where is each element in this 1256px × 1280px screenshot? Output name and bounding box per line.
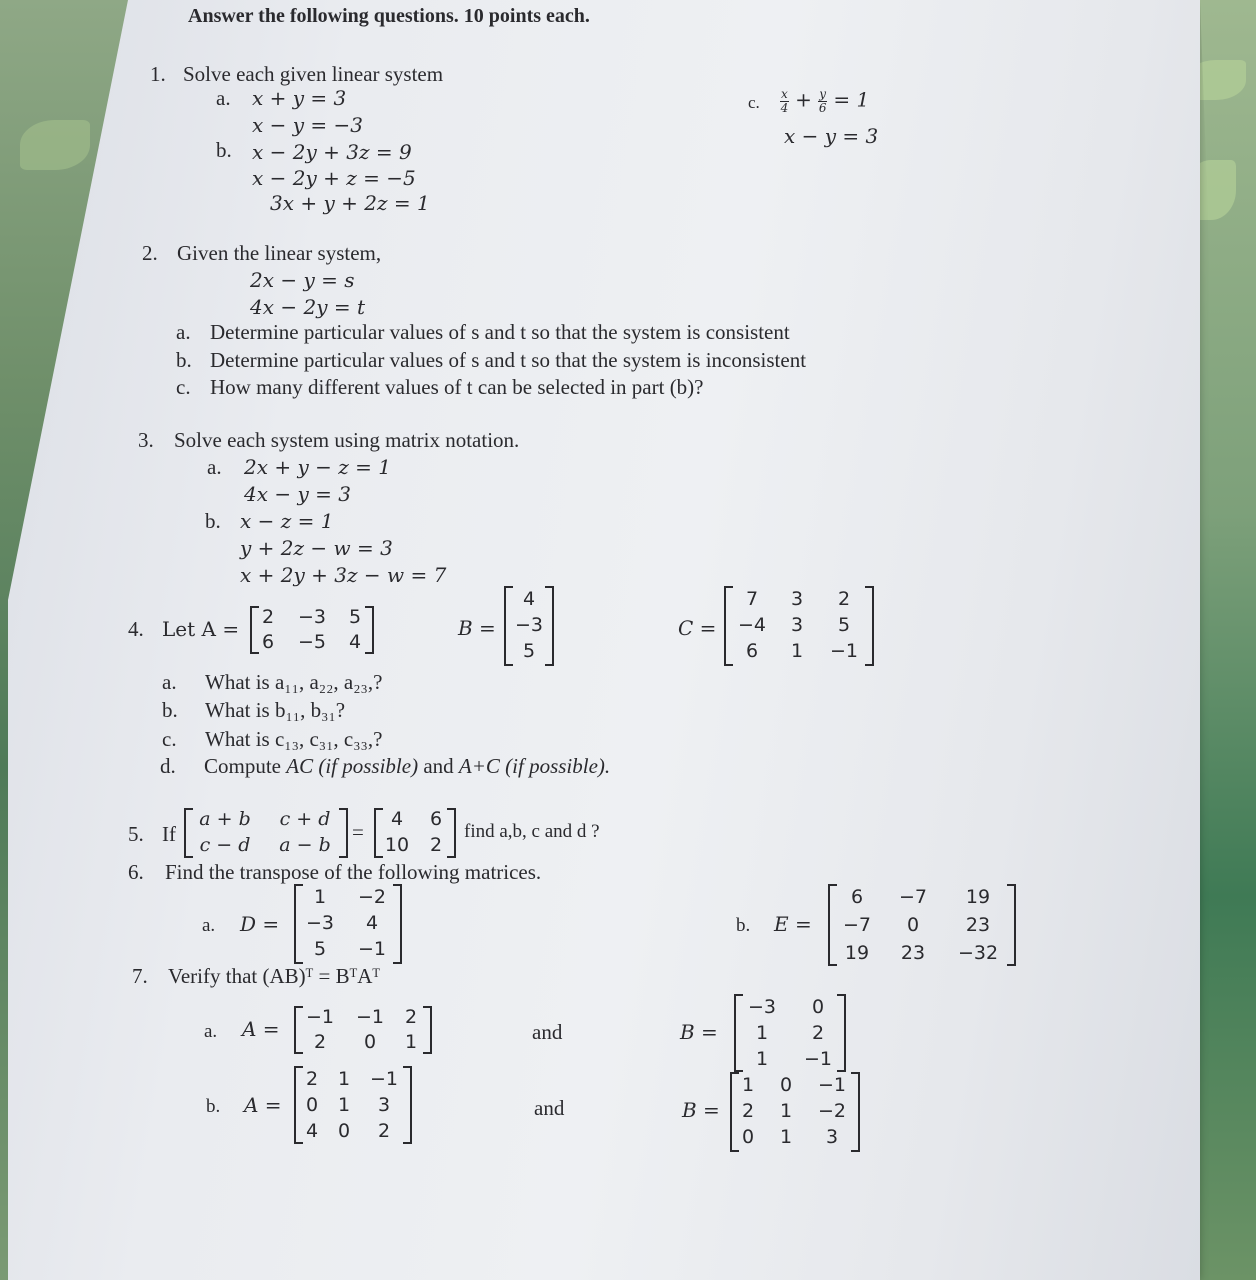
q2a-text: Determine particular values of s and t so that the system is consistent bbox=[210, 320, 790, 344]
q3b-eq3: x + 2y + 3z − w = 7 bbox=[240, 563, 447, 587]
q4d-label: d. bbox=[160, 754, 176, 778]
q3b-eq2: y + 2z − w = 3 bbox=[240, 536, 393, 560]
matrix-cell: 6 bbox=[745, 640, 759, 662]
q1c-x-numerator: x bbox=[781, 87, 788, 101]
matrix-q7b-b bbox=[730, 1072, 860, 1152]
q3b-label: b. bbox=[205, 509, 221, 533]
matrix-cell: 2 bbox=[837, 588, 851, 610]
matrix-cell: 7 bbox=[745, 588, 759, 610]
matrix-cell: 2 bbox=[377, 1120, 391, 1142]
q6-d-label: D = bbox=[240, 912, 280, 936]
matrix-q7b-a bbox=[294, 1066, 412, 1144]
matrix-cell: a + b bbox=[199, 808, 251, 830]
matrix-cell: 4 bbox=[348, 631, 362, 653]
matrix-e bbox=[828, 884, 1016, 966]
leaf-pattern bbox=[20, 120, 90, 170]
matrix-cell: −1 bbox=[355, 1006, 384, 1028]
matrix-cell: 1 bbox=[337, 1094, 351, 1116]
matrix-cell: 2 bbox=[261, 606, 275, 628]
matrix-c bbox=[724, 586, 874, 666]
matrix-cell: 10 bbox=[384, 834, 410, 856]
matrix-cell: −1 bbox=[369, 1068, 398, 1090]
q4d-text bbox=[204, 756, 610, 777]
q1c-x-denominator: 4 bbox=[780, 100, 789, 115]
matrix-cell: 2 bbox=[741, 1100, 755, 1122]
matrix-cell: 4 bbox=[305, 1120, 319, 1142]
q7a-a-label: A = bbox=[242, 1017, 280, 1041]
q7b-and: and bbox=[534, 1096, 565, 1120]
q1b-eq2: x − 2y + z = −5 bbox=[252, 166, 416, 190]
q7b-a-label: A = bbox=[244, 1093, 282, 1117]
matrix-cell: 3 bbox=[825, 1126, 839, 1148]
matrix-cell: −1 bbox=[829, 640, 858, 662]
q5-text: find a,b, c and d ? bbox=[464, 821, 600, 842]
q2-eq1: 2x − y = s bbox=[250, 268, 355, 292]
q2c-label: c. bbox=[176, 375, 191, 399]
q4d-text-and: and bbox=[418, 754, 459, 778]
matrix-cell: 0 bbox=[811, 996, 825, 1018]
matrix-cell: 1 bbox=[790, 640, 804, 662]
matrix-cell: c + d bbox=[279, 808, 331, 830]
q1b-eq1: x − 2y + 3z = 9 bbox=[252, 140, 412, 164]
matrix-bracket bbox=[423, 1006, 432, 1054]
worksheet-header: Answer the following questions. 10 points each. bbox=[188, 5, 590, 27]
q4a-text: What is a₁₁, a₂₂, a₂₃,? bbox=[205, 670, 383, 694]
matrix-bracket bbox=[339, 808, 348, 858]
q6-text: Find the transpose of the following matrices. bbox=[165, 860, 542, 884]
q7a-label: a. bbox=[204, 1021, 218, 1042]
matrix-cell: −2 bbox=[817, 1100, 846, 1122]
matrix-cell: 1 bbox=[755, 1022, 769, 1044]
q7a-and: and bbox=[532, 1020, 563, 1044]
q4c-text: What is c₁₃, c₃₁, c₃₃,? bbox=[205, 727, 383, 751]
matrix-cell: −1 bbox=[817, 1074, 846, 1096]
q2a-label: a. bbox=[176, 320, 191, 344]
matrix-cell: −3 bbox=[297, 606, 326, 628]
q4d-text-apc: A+C (if possible). bbox=[458, 754, 611, 778]
q1c-label: c. bbox=[748, 93, 760, 112]
q1b-label: b. bbox=[216, 138, 232, 162]
q7b-b-label: B = bbox=[682, 1098, 720, 1122]
q3-number: 3. bbox=[138, 428, 154, 452]
matrix-cell: 0 bbox=[741, 1126, 755, 1148]
q5-number: 5. bbox=[128, 822, 144, 846]
matrix-bracket bbox=[1007, 884, 1016, 966]
matrix-cell: 1 bbox=[779, 1126, 793, 1148]
matrix-a bbox=[250, 606, 374, 654]
matrix-cell: −1 bbox=[803, 1048, 832, 1070]
matrix-cell: 6 bbox=[429, 808, 443, 830]
matrix-q5-right bbox=[374, 808, 456, 858]
matrix-cell: 1 bbox=[755, 1048, 769, 1070]
matrix-cell: 2 bbox=[429, 834, 443, 856]
matrix-cell: 0 bbox=[363, 1031, 377, 1053]
q1a-eq1: x + y = 3 bbox=[252, 86, 347, 110]
matrix-cell: −1 bbox=[305, 1006, 334, 1028]
matrix-b bbox=[504, 586, 554, 666]
q5-equals: = bbox=[352, 820, 364, 844]
matrix-cell: −2 bbox=[357, 886, 386, 908]
matrix-cell: 19 bbox=[844, 942, 870, 964]
matrix-cell: −3 bbox=[305, 912, 334, 934]
q7-text: Verify that (AB)ᵀ = BᵀAᵀ bbox=[168, 964, 380, 988]
q3b-eq1: x − z = 1 bbox=[240, 509, 334, 533]
matrix-cell: 5 bbox=[522, 640, 536, 662]
q4d-text-pre: Compute bbox=[204, 754, 287, 778]
matrix-cell: 1 bbox=[404, 1031, 418, 1053]
matrix-d bbox=[294, 884, 402, 964]
matrix-cell: −3 bbox=[514, 614, 543, 636]
q4c-label: c. bbox=[162, 727, 177, 751]
matrix-q5-left bbox=[184, 808, 348, 858]
q7b-label: b. bbox=[206, 1096, 221, 1117]
matrix-cell: 5 bbox=[313, 938, 327, 960]
q4-c-label: C = bbox=[678, 616, 717, 640]
q6-e-label: E = bbox=[774, 912, 812, 936]
matrix-bracket bbox=[403, 1066, 412, 1144]
matrix-cell: 4 bbox=[390, 808, 404, 830]
matrix-cell: 6 bbox=[261, 631, 275, 653]
q3a-label: a. bbox=[207, 455, 222, 479]
matrix-bracket bbox=[865, 586, 874, 666]
matrix-cell: c − d bbox=[199, 834, 251, 856]
q1c-eq2: x − y = 3 bbox=[784, 124, 879, 148]
matrix-bracket bbox=[447, 808, 456, 858]
matrix-cell: 5 bbox=[837, 614, 851, 636]
q2-eq2: 4x − 2y = t bbox=[250, 295, 366, 319]
matrix-cell: 1 bbox=[779, 1100, 793, 1122]
matrix-cell: 1 bbox=[337, 1068, 351, 1090]
q1-text: Solve each given linear system bbox=[183, 62, 444, 86]
q1c-eq1: $\frac{x}{4}$ + $\frac{y}{6}$ = 1 bbox=[780, 87, 870, 115]
q5-if: If bbox=[162, 822, 176, 846]
matrix-cell: 2 bbox=[811, 1022, 825, 1044]
q6a-label: a. bbox=[202, 915, 216, 936]
matrix-bracket bbox=[851, 1072, 860, 1152]
q4-let-label: Let A = bbox=[162, 617, 240, 641]
q2b-label: b. bbox=[176, 348, 192, 372]
matrix-cell: 6 bbox=[850, 886, 864, 908]
matrix-cell: 1 bbox=[741, 1074, 755, 1096]
matrix-bracket bbox=[393, 884, 402, 964]
q2b-text: Determine particular values of s and t so that the system is inconsistent bbox=[210, 348, 807, 372]
matrix-cell: 1 bbox=[313, 886, 327, 908]
matrix-cell: −7 bbox=[842, 914, 871, 936]
q4-number: 4. bbox=[128, 617, 144, 641]
matrix-cell: −7 bbox=[898, 886, 927, 908]
matrix-cell: −4 bbox=[737, 614, 766, 636]
q2c-text: How many different values of t can be selected in part (b)? bbox=[210, 375, 704, 399]
matrix-cell: 5 bbox=[348, 606, 362, 628]
q7-number: 7. bbox=[132, 964, 148, 988]
matrix-cell: 4 bbox=[522, 588, 536, 610]
q3-text: Solve each system using matrix notation. bbox=[174, 428, 520, 452]
matrix-cell: 3 bbox=[377, 1094, 391, 1116]
matrix-cell: −1 bbox=[357, 938, 386, 960]
matrix-cell: 2 bbox=[305, 1068, 319, 1090]
q4b-text: What is b₁₁, b₃₁? bbox=[205, 698, 346, 722]
q3a-eq1: 2x + y − z = 1 bbox=[244, 455, 391, 479]
q4b-label: b. bbox=[162, 698, 178, 722]
matrix-cell: 0 bbox=[779, 1074, 793, 1096]
matrix-bracket bbox=[365, 606, 374, 654]
q1c-rhs: = 1 bbox=[833, 87, 870, 112]
matrix-cell: 3 bbox=[790, 588, 804, 610]
matrix-cell: 3 bbox=[790, 614, 804, 636]
q1c-y-denominator: 6 bbox=[818, 100, 827, 115]
matrix-cell: 23 bbox=[965, 914, 991, 936]
matrix-q7a-a bbox=[294, 1006, 432, 1054]
matrix-cell: 19 bbox=[965, 886, 991, 908]
q1a-eq2: x − y = −3 bbox=[252, 113, 364, 137]
matrix-cell: 0 bbox=[305, 1094, 319, 1116]
matrix-cell: 0 bbox=[337, 1120, 351, 1142]
q1b-eq3: 3x + y + 2z = 1 bbox=[270, 191, 430, 215]
matrix-cell: 2 bbox=[313, 1031, 327, 1053]
q7a-b-label: B = bbox=[680, 1020, 718, 1044]
q6b-label: b. bbox=[736, 915, 751, 936]
q1-number: 1. bbox=[150, 62, 166, 86]
q4d-text-ac: AC (if possible) bbox=[286, 754, 419, 778]
q4-b-label: B = bbox=[458, 616, 496, 640]
matrix-cell: a − b bbox=[279, 834, 331, 856]
matrix-cell: −32 bbox=[957, 942, 999, 964]
q2-number: 2. bbox=[142, 241, 158, 265]
matrix-cell: 23 bbox=[900, 942, 926, 964]
q4a-label: a. bbox=[162, 670, 177, 694]
matrix-cell: 2 bbox=[404, 1006, 418, 1028]
matrix-q7a-b bbox=[734, 994, 846, 1072]
q1c-y-numerator: y bbox=[819, 87, 827, 101]
matrix-cell: 4 bbox=[365, 912, 379, 934]
q1a-label: a. bbox=[216, 86, 231, 110]
q3a-eq2: 4x − y = 3 bbox=[244, 482, 351, 506]
matrix-cell: −3 bbox=[747, 996, 776, 1018]
matrix-cell: 0 bbox=[906, 914, 920, 936]
q2-text: Given the linear system, bbox=[177, 241, 382, 265]
q6-number: 6. bbox=[128, 860, 144, 884]
matrix-cell: −5 bbox=[297, 631, 326, 653]
